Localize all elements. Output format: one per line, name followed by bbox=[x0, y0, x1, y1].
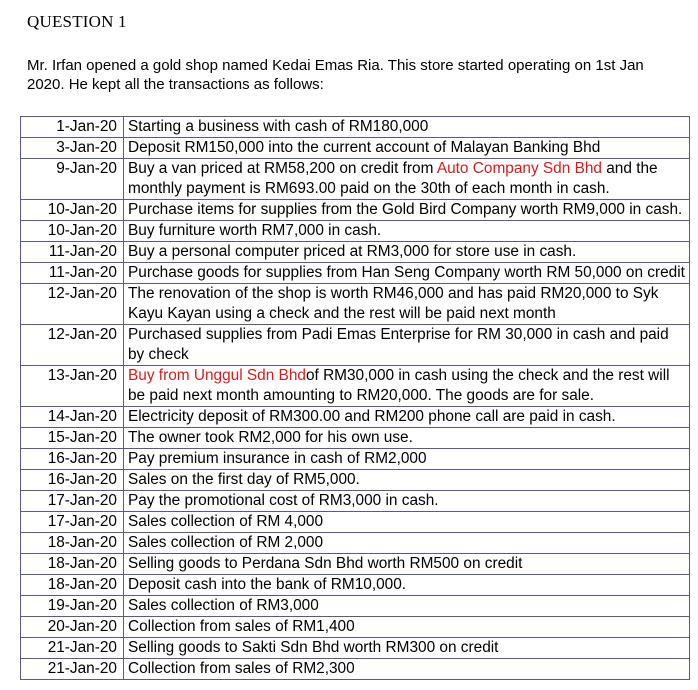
transaction-date: 11-Jan-20 bbox=[21, 242, 124, 263]
table-row bbox=[21, 242, 690, 263]
table-row bbox=[21, 200, 690, 221]
table-row bbox=[21, 366, 690, 407]
transaction-date: 21-Jan-20 bbox=[21, 659, 124, 680]
description-text: Collection from sales of RM2,300 bbox=[128, 660, 355, 677]
transaction-date: 17-Jan-20 bbox=[21, 491, 124, 512]
transaction-date: 15-Jan-20 bbox=[21, 428, 124, 449]
transaction-date: 18-Jan-20 bbox=[21, 575, 124, 596]
table-row bbox=[21, 491, 690, 512]
transaction-date: 9-Jan-20 bbox=[21, 159, 124, 200]
table-row bbox=[21, 470, 690, 491]
table-row bbox=[21, 617, 690, 638]
transaction-description bbox=[124, 575, 690, 596]
table-row bbox=[21, 659, 690, 680]
intro-paragraph: Mr. Irfan opened a gold shop named Kedai Emas Ria. This store started operating on 1st Jan 2020. He kept all the transactions as follows: bbox=[27, 57, 644, 93]
transaction-description bbox=[124, 554, 690, 575]
highlighted-company-name: Buy from Unggul Sdn Bhd bbox=[128, 367, 306, 384]
transaction-date: 17-Jan-20 bbox=[21, 512, 124, 533]
transaction-date: 18-Jan-20 bbox=[21, 554, 124, 575]
transaction-description bbox=[124, 263, 690, 284]
transaction-description bbox=[124, 449, 690, 470]
table-row bbox=[21, 407, 690, 428]
table-row bbox=[21, 428, 690, 449]
table-row bbox=[21, 575, 690, 596]
description-text: Buy a van priced at RM58,200 on credit from bbox=[128, 160, 437, 177]
transaction-description bbox=[124, 242, 690, 263]
transaction-description bbox=[124, 638, 690, 659]
transaction-date: 11-Jan-20 bbox=[21, 263, 124, 284]
transaction-description bbox=[124, 617, 690, 638]
transaction-description bbox=[124, 138, 690, 159]
transaction-date: 13-Jan-20 bbox=[21, 366, 124, 407]
description-text: Sales collection of RM3,000 bbox=[128, 597, 319, 614]
description-text: Buy furniture worth RM7,000 in cash. bbox=[128, 222, 382, 239]
description-text: Selling goods to Sakti Sdn Bhd worth RM300 on credit bbox=[128, 639, 499, 656]
description-text: Pay premium insurance in cash of RM2,000 bbox=[128, 450, 427, 467]
description-text: Pay the promotional cost of RM3,000 in cash. bbox=[128, 492, 439, 509]
transaction-date: 18-Jan-20 bbox=[21, 533, 124, 554]
transaction-description bbox=[124, 366, 690, 407]
transaction-date: 1-Jan-20 bbox=[21, 117, 124, 138]
description-text-continued: and the monthly payment is RM693.00 paid on the 30th of each month in cash. bbox=[128, 160, 658, 197]
transaction-description bbox=[124, 533, 690, 554]
description-text: Purchased supplies from Padi Emas Enterprise for RM 30,000 in cash and paid by check bbox=[128, 326, 669, 363]
transaction-description bbox=[124, 512, 690, 533]
description-text: Purchase goods for supplies from Han Seng Company worth RM 50,000 on credit bbox=[128, 264, 685, 281]
transaction-date: 3-Jan-20 bbox=[21, 138, 124, 159]
transaction-description bbox=[124, 596, 690, 617]
transaction-date: 12-Jan-20 bbox=[21, 284, 124, 325]
transaction-date: 16-Jan-20 bbox=[21, 470, 124, 491]
transaction-description bbox=[124, 221, 690, 242]
table-row bbox=[21, 449, 690, 470]
description-text: The owner took RM2,000 for his own use. bbox=[128, 429, 413, 446]
transaction-date: 16-Jan-20 bbox=[21, 449, 124, 470]
transaction-description bbox=[124, 159, 690, 200]
transaction-date: 12-Jan-20 bbox=[21, 325, 124, 366]
transaction-description bbox=[124, 117, 690, 138]
transaction-description bbox=[124, 200, 690, 221]
table-row bbox=[21, 638, 690, 659]
transaction-description bbox=[124, 491, 690, 512]
description-text: Deposit RM150,000 into the current account of Malayan Banking Bhd bbox=[128, 139, 601, 156]
table-row bbox=[21, 596, 690, 617]
transaction-description bbox=[124, 470, 690, 491]
description-text: Electricity deposit of RM300.00 and RM200 phone call are paid in cash. bbox=[128, 408, 616, 425]
description-text: Sales collection of RM 4,000 bbox=[128, 513, 324, 530]
question-heading: QUESTION 1 bbox=[27, 12, 127, 31]
transactions-table bbox=[20, 116, 690, 680]
transaction-date: 19-Jan-20 bbox=[21, 596, 124, 617]
transaction-description bbox=[124, 407, 690, 428]
transaction-date: 10-Jan-20 bbox=[21, 221, 124, 242]
table-row bbox=[21, 138, 690, 159]
transaction-description bbox=[124, 284, 690, 325]
transactions-table-body bbox=[21, 117, 690, 680]
table-row bbox=[21, 117, 690, 138]
transaction-date: 10-Jan-20 bbox=[21, 200, 124, 221]
table-row bbox=[21, 284, 690, 325]
description-text: Purchase items for supplies from the Gold Bird Company worth RM9,000 in cash. bbox=[128, 201, 683, 218]
table-row bbox=[21, 263, 690, 284]
description-text: Sales collection of RM 2,000 bbox=[128, 534, 324, 551]
highlighted-company-name: Auto Company Sdn Bhd bbox=[436, 160, 602, 177]
table-row bbox=[21, 512, 690, 533]
transaction-description bbox=[124, 325, 690, 366]
description-text: Deposit cash into the bank of RM10,000. bbox=[128, 576, 407, 593]
description-text: Selling goods to Perdana Sdn Bhd worth RM500 on credit bbox=[128, 555, 523, 572]
transaction-date: 20-Jan-20 bbox=[21, 617, 124, 638]
description-text: Collection from sales of RM1,400 bbox=[128, 618, 355, 635]
table-row bbox=[21, 554, 690, 575]
description-text: The renovation of the shop is worth RM46,000 and has paid RM20,000 to Syk Kayu Kayan using a check and the rest will be paid next month bbox=[128, 285, 659, 322]
transaction-description bbox=[124, 659, 690, 680]
description-text: Buy a personal computer priced at RM3,000 for store use in cash. bbox=[128, 243, 577, 260]
description-text: Sales on the first day of RM5,000. bbox=[128, 471, 360, 488]
table-row bbox=[21, 325, 690, 366]
table-row bbox=[21, 221, 690, 242]
table-row bbox=[21, 533, 690, 554]
description-text-continued: of RM30,000 in cash using the check and the rest will be paid next month amounting to RM20,000. The goods are for sale. bbox=[128, 367, 670, 404]
transaction-description bbox=[124, 428, 690, 449]
table-row bbox=[21, 159, 690, 200]
transaction-date: 14-Jan-20 bbox=[21, 407, 124, 428]
description-text: Starting a business with cash of RM180,000 bbox=[128, 118, 429, 135]
transaction-date: 21-Jan-20 bbox=[21, 638, 124, 659]
